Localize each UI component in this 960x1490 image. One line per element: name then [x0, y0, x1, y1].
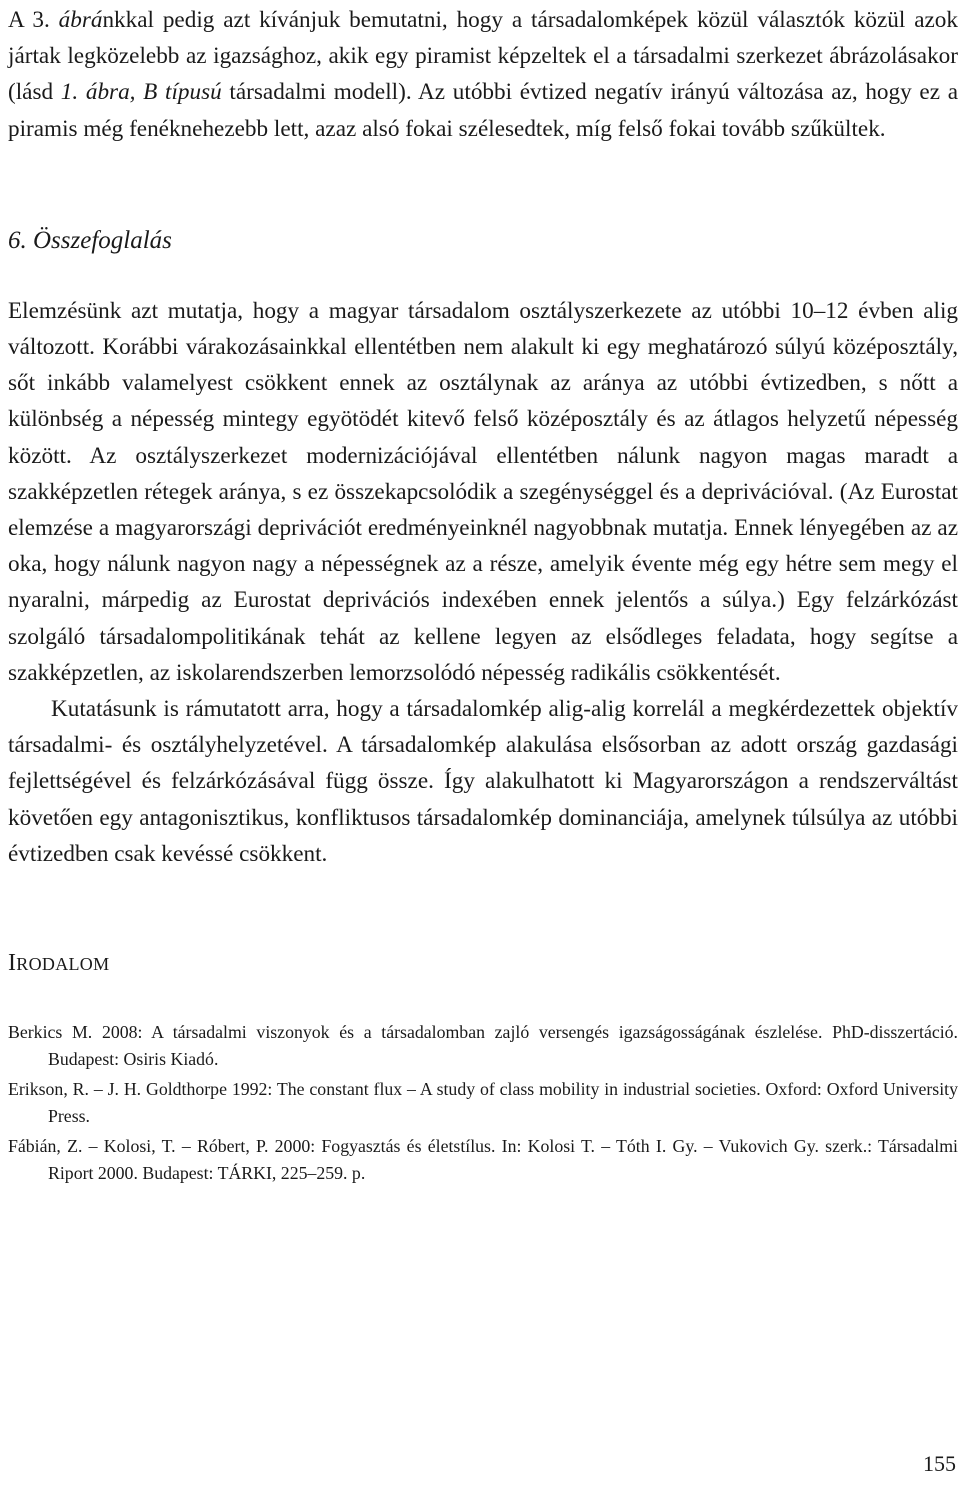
references-heading-rest: RODALOM [16, 954, 110, 975]
reference-item: Fábián, Z. – Kolosi, T. – Róbert, P. 2000: Fogyasztás és életstílus. In: Kolosi T. – Tóth I. Gy. – Vukovich Gy. szerk.: Társadalmi Riport 2000. Budapest: TÁRKI, 225–259. p. [8, 1136, 958, 1183]
paragraph-summary: Elemzésünk azt mutatja, hogy a magyar társadalom osztályszerkezete az utóbbi 10–12 évben alig változott. Korábbi várakozásainkkal ellentétben nem alakult ki egy meghatározó súlyú középosztály, sőt inkább valamelyest csökkent ennek az osztálynak az aránya az utóbbi évtizedben, s nőtt a különbség a népesség mintegy egyötödét kitevő felső középosztály és az átlagos helyzetű népesség között. Az osztályszerkezet modernizációjával ellentétben nálunk nagyon magas maradt a szakképzetlen rétegek aránya, s ez összekapcsolódik a szegénységgel és a deprivációval. (Az Eurostat elemzése a magyarországi deprivációt eredményeinknél nagyobbnak mutatja. Ennek lényegében az az oka, hogy nálunk nagyon nagy a népességnek az a része, amelyik évente még egy hétre sem megy el nyaralni, márpedig az Eurostat deprivációs indexében ennek jelentős a súlya.) Egy felzárkózást szolgáló társadalompolitikának tehát az kellene legyen az elsődleges feladata, hogy segítse a szakképzetlen, az iskolarendszerben lemorzsolódó népesség radikális csökkentését. [8, 297, 958, 686]
figure-reference-3: ábrá [58, 7, 103, 33]
reference-list [8, 1019, 958, 1186]
reference-item: Berkics M. 2008: A társadalmi viszonyok és a társadalomban zajló versengés igazságosságának észlelése. PhD-disszertáció. Budapest: Osiris Kiadó. [8, 1022, 958, 1069]
paragraph-intro [8, 2, 958, 147]
references-heading [8, 948, 958, 979]
figure-reference-1: 1. ábra, B típusú [60, 79, 222, 106]
page-number: 155 [923, 1451, 956, 1476]
paragraph-intro-start: A 3. [8, 7, 59, 33]
references-heading-initial: I [8, 950, 17, 977]
paragraph-intro-middle: nkkal pedig azt kívánjuk bemutatni, hogy a társadalomképek közül választók közül azok jártak legközelebb az igazsághoz, akik egy piramist képzeltek el a társadalmi szerkezet ábrázolásakor (lásd [8, 7, 958, 106]
paragraph-intro-end: társadalmi modell). Az utóbbi évtized negatív irányú változása az, hogy ez a piramis még fenéknehezebb lett, azaz alsó fokai szélesedtek, míg felső fokai tovább szűkültek. [8, 79, 958, 142]
document-page [8, 0, 958, 1190]
section-heading-summary: 6. Összefoglalás [8, 226, 172, 254]
paragraph-conclusion: Kutatásunk is rámutatott arra, hogy a társadalomkép alig-alig korrelál a megkérdezettek objektív társadalmi- és osztályhelyzetével. A társadalomkép alakulása elsősorban az adott ország gazdasági fejlettségével és felzárkózásával függ össze. Így alakulhatott ki Magyarországon a rendszerváltást követően egy antagonisztikus, konfliktusos társadalomkép dominanciája, amelynek túlsúlya az utóbbi évtizedben csak kevéssé csökkent. [8, 696, 958, 867]
reference-item: Erikson, R. – J. H. Goldthorpe 1992: The constant flux – A study of class mobility in industrial societies. Oxford: Oxford University Press. [8, 1079, 958, 1126]
